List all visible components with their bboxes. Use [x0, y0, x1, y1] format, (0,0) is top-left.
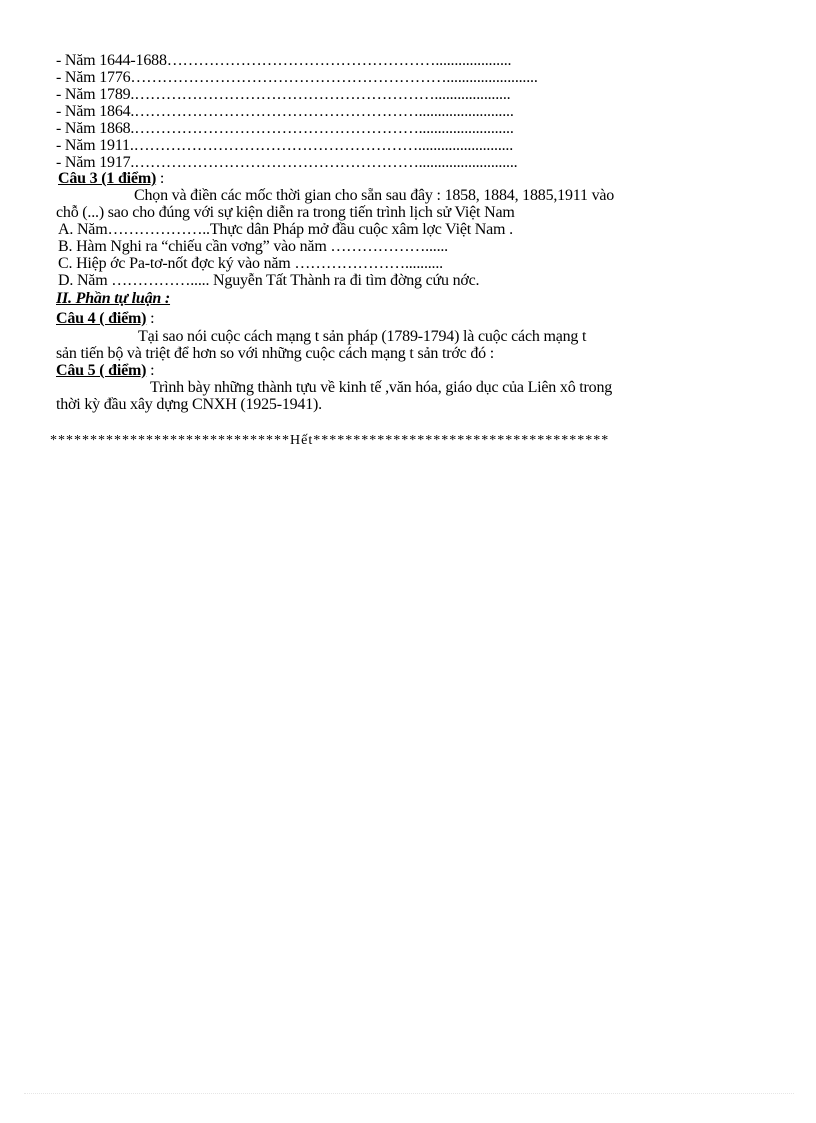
year-line-1868: - Năm 1868.……………………………………………….........................	[56, 120, 514, 137]
q4-heading-line	[56, 310, 736, 327]
year-line-1911: - Năm 1911.……………………………………………….........................	[56, 137, 514, 154]
q3-intro-line-1: Chọn và điền các mốc thời gian cho sẵn sau đây : 1858, 1884, 1885,1911 vào	[134, 187, 615, 204]
q4-heading-suffix: :	[146, 310, 155, 327]
q5-line-1: Trình bày những thành tựu về kinh tế ,văn hóa, giáo dục của Liên xô trong	[150, 379, 613, 396]
q3-option-a: A. Năm………………..Thực dân Pháp mở đầu cuộc xâm lợc Việt Nam .	[58, 221, 513, 238]
part2-title: II. Phần tự luận :	[56, 290, 171, 307]
q3-heading: Câu 3 (1 điểm)	[58, 170, 157, 187]
part2-title-line	[56, 290, 736, 307]
q3-option-b: B. Hàm Nghi ra “chiếu cần vơng” vào năm ………………......	[58, 238, 448, 255]
q4-line-1: Tại sao nói cuộc cách mạng t sản pháp (1789-1794) là cuộc cách mạng t	[138, 328, 587, 345]
end-of-document-marker: ******************************Hết*************************************	[50, 433, 610, 448]
q5-heading: Câu 5 ( điểm)	[56, 362, 147, 379]
bottom-divider	[24, 1093, 794, 1094]
q3-option-c: C. Hiệp ớc Pa-tơ-nốt đợc ký vào năm …………………..........	[58, 255, 443, 272]
year-line-1789: - Năm 1789.…………………………………………………....................	[56, 86, 511, 103]
q3-heading-suffix: :	[156, 170, 165, 187]
q5-heading-suffix: :	[146, 362, 155, 379]
q3-option-d: D. Năm ……………..... Nguyễn Tất Thành ra đi tìm đờng cứu nớc.	[58, 272, 480, 289]
q3-intro-line-2: chỗ (...) sao cho đúng với sự kiện diễn ra trong tiến trình lịch sử Việt Nam	[56, 204, 515, 221]
q5-heading-line	[56, 362, 736, 379]
year-line-1864: - Năm 1864.……………………………………………….........................	[56, 103, 514, 120]
q5-line-2: thời kỳ đầu xây dựng CNXH (1925-1941).	[56, 396, 322, 413]
year-line-1644: - Năm 1644-1688……………………………………………....................	[56, 52, 512, 69]
year-line-1776: - Năm 1776……………………………………………………........................	[56, 69, 538, 86]
q3-heading-line	[58, 170, 738, 187]
year-line-1917: - Năm 1917.………………………………………………..........................	[56, 154, 518, 171]
q4-heading: Câu 4 ( điểm)	[56, 310, 147, 327]
q4-line-2: sản tiến bộ và triệt để hơn so với những cuộc cách mạng t sản trớc đó :	[56, 345, 494, 362]
